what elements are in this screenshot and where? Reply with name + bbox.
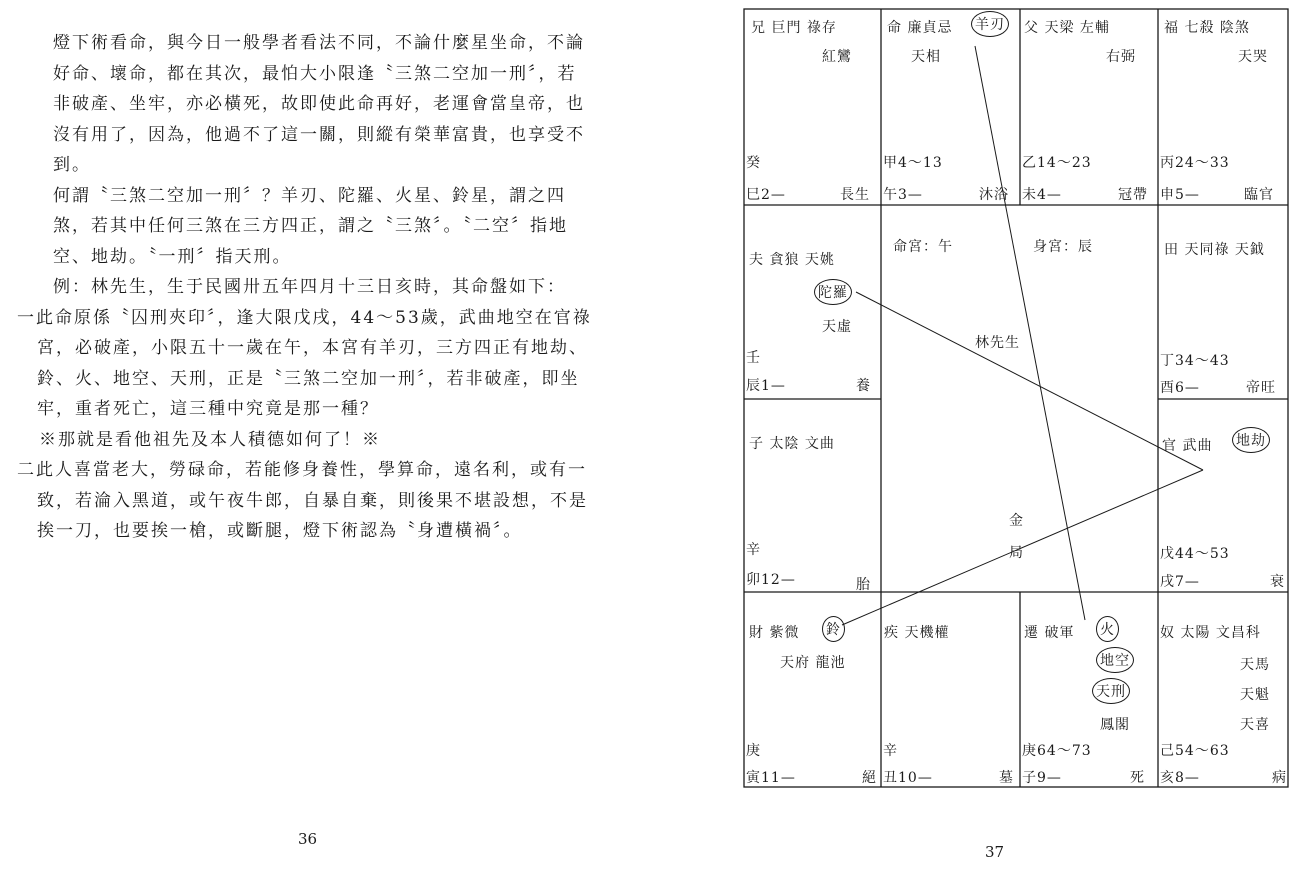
palace-text: 衰: [1270, 574, 1285, 590]
shen-gong-label: 身宮：辰: [1033, 239, 1093, 255]
ring-tianxing: 天刑: [1092, 678, 1130, 704]
palace-text: 天喜: [1240, 717, 1270, 733]
ring-tuoluo: 陀羅: [814, 279, 852, 305]
palace-text: 遷 破軍: [1024, 625, 1075, 641]
palace-text: 巳2—: [746, 187, 786, 203]
palace-text: 申5—: [1160, 187, 1200, 203]
note-line: ※那就是看他祖先及本人積德如何了！※: [39, 429, 381, 450]
page-number-left: 36: [298, 830, 318, 848]
palace-text: 辛: [746, 542, 761, 558]
destiny-chart: [743, 8, 1289, 788]
palace-text: 養: [856, 378, 871, 394]
palace-text: 疾 天機權: [884, 625, 950, 641]
palace-text: 紅鸞: [822, 49, 852, 65]
right-page: [651, 0, 1302, 871]
palace-text: 絕: [862, 770, 877, 786]
palace-text: 天虛: [822, 319, 852, 335]
palace-text: 亥8—: [1160, 770, 1200, 786]
palace-text: 鳳閣: [1100, 717, 1130, 733]
palace-text: 寅11—: [746, 770, 796, 786]
palace-zi: [1020, 592, 1158, 787]
palace-text: 病: [1272, 770, 1287, 786]
paragraph-definition: 何謂〝三煞二空加一刑〞？羊刃、陀羅、火星、鈴星，謂之四煞，若其中任何三煞在三方四正，謂之〝三煞〞。〝二空〞指地空、地劫。〝一刑〞指天刑。: [53, 185, 568, 267]
palace-text: 午3—: [883, 187, 923, 203]
palace-text: 右弼: [1106, 49, 1136, 65]
palace-text: 庚64～73: [1022, 743, 1092, 759]
palace-text: 福 七殺 陰煞: [1164, 20, 1250, 36]
palace-text: 未4—: [1022, 187, 1062, 203]
list-item-1: 一此命原係〝囚刑夾印〞，逢大限戊戌，44～53歲，武曲地空在官祿宮，必破產，小限五十一歲在午，本宮有羊刃，三方四正有地劫、鈴、火、地空、天刑，正是〝三煞二空加一刑〞，若非破產，即坐牢，重者死亡，這三種中究竟是那一種？: [17, 307, 592, 419]
palace-text: 癸: [746, 155, 761, 171]
list-item-2: 二此人喜當老大，勞碌命，若能修身養性，學算命，遠名利，或有一致，若淪入黑道，或午夜牛郎，自暴自棄，則後果不堪設想，不是挨一刀，也要挨一槍，或斷腿，燈下術認為〝身遭橫禍〞。: [17, 460, 588, 541]
ring-huo: 火: [1096, 616, 1119, 642]
palace-yin: [744, 592, 881, 787]
ring-ling: 鈴: [822, 616, 845, 642]
palace-text: 父 天梁 左輔: [1024, 20, 1110, 36]
palace-shen: [1158, 9, 1288, 205]
palace-text: 戌7—: [1160, 574, 1200, 590]
palace-text: 官 武曲: [1162, 438, 1213, 454]
palace-text: 子9—: [1022, 770, 1062, 786]
palace-text: 戊44～53: [1160, 546, 1230, 562]
body-text: [17, 28, 592, 547]
palace-text: 胎: [856, 577, 871, 593]
palace-text: 兄 巨門 祿存: [751, 20, 837, 36]
palace-text: 天馬: [1240, 657, 1270, 673]
ming-gong-label: 命宮：午: [893, 239, 953, 255]
palace-text: 沐浴: [979, 187, 1009, 203]
palace-text: 丁34～43: [1160, 353, 1230, 369]
palace-wu: [881, 9, 1020, 205]
palace-text: 辛: [883, 743, 898, 759]
palace-si: [744, 9, 881, 205]
palace-text: 長生: [840, 187, 870, 203]
palace-text: 命 廉貞忌: [887, 20, 953, 36]
palace-text: 丙24～33: [1160, 155, 1230, 171]
palace-text: 墓: [999, 770, 1014, 786]
ju-label-1: 金: [1009, 513, 1024, 529]
palace-text: 冠帶: [1118, 187, 1148, 203]
ju-label-2: 局: [1009, 545, 1024, 561]
palace-text: 卯12—: [746, 572, 796, 588]
palace-text: 天哭: [1238, 49, 1268, 65]
palace-text: 己54～63: [1160, 743, 1230, 759]
paragraph-example: 例：林先生，生于民國卅五年四月十三日亥時，其命盤如下：: [53, 277, 566, 297]
line-chen-xu: [856, 292, 1203, 470]
palace-text: 臨官: [1244, 187, 1274, 203]
palace-text: 丑10—: [883, 770, 933, 786]
palace-hai: [1158, 592, 1288, 787]
palace-text: 帝旺: [1246, 380, 1276, 396]
ring-yangren: 羊刃: [971, 11, 1009, 37]
person-name: 林先生: [975, 335, 1020, 351]
palace-text: 死: [1130, 770, 1145, 786]
palace-chou: [881, 592, 1020, 787]
palace-text: 乙14～23: [1022, 155, 1092, 171]
palace-text: 甲4～13: [883, 155, 943, 171]
palace-text: 酉6—: [1160, 380, 1200, 396]
palace-chen: [744, 205, 881, 399]
palace-text: 壬: [746, 350, 761, 366]
palace-text: 田 天同祿 天鉞: [1164, 242, 1265, 258]
paragraph-intro: 燈下術看命，與今日一般學者看法不同，不論什麼星坐命，不論好命、壞命，都在其次，最怕大小限逢〝三煞二空加一刑〞，若非破產、坐牢，亦必橫死，故即使此命再好，老運會當皇帝，也沒有用了，因為，他過不了這一關，則縱有榮華富貴，也享受不到。: [53, 33, 585, 175]
palace-text: 辰1—: [746, 378, 786, 394]
page-number-right: 37: [985, 843, 1005, 861]
palace-text: 子 太陰 文曲: [749, 436, 835, 452]
palace-text: 夫 貪狼 天姚: [749, 252, 835, 268]
palace-xu: [1158, 399, 1288, 592]
palace-text: 庚: [746, 743, 761, 759]
palace-wei: [1020, 9, 1158, 205]
palace-text: 天府 龍池: [780, 655, 846, 671]
palace-mao: [744, 399, 881, 592]
palace-you: [1158, 205, 1288, 399]
palace-text: 奴 太陽 文昌科: [1160, 625, 1261, 641]
ring-dikong: 地空: [1096, 647, 1134, 673]
palace-text: 天魁: [1240, 687, 1270, 703]
palace-text: 財 紫微: [749, 625, 800, 641]
palace-text: 天相: [911, 49, 941, 65]
ring-dijie: 地劫: [1232, 427, 1270, 453]
